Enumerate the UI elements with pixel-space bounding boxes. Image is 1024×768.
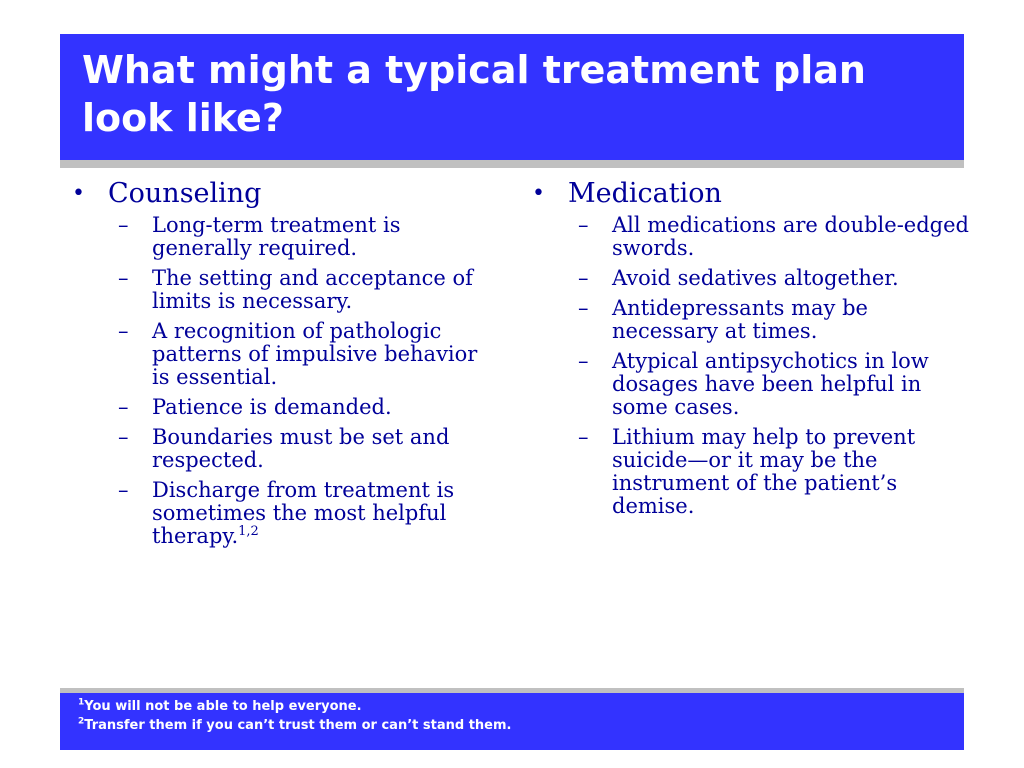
- dash-icon: –: [578, 213, 589, 237]
- bullet-icon: •: [532, 181, 545, 206]
- footnote-2: [78, 716, 946, 735]
- dash-icon: –: [118, 425, 129, 449]
- dash-icon: –: [578, 266, 589, 290]
- counseling-heading: [72, 178, 492, 210]
- dash-icon: –: [118, 478, 129, 502]
- dash-icon: –: [578, 425, 589, 449]
- footnote-text: You will not be able to help everyone.: [84, 699, 362, 714]
- citation-superscript: 1,2: [238, 524, 259, 539]
- list-item: [578, 267, 972, 290]
- dash-icon: –: [118, 319, 129, 343]
- list-item-text: All medications are double-edged swords.: [612, 213, 969, 260]
- bullet-icon: •: [72, 181, 85, 206]
- heading-text: Medication: [568, 178, 722, 209]
- list-item: [578, 214, 972, 260]
- medication-column: [532, 178, 972, 525]
- slide-title: What might a typical treatment plan look like?: [82, 48, 866, 140]
- dash-icon: –: [578, 349, 589, 373]
- list-item-text: Boundaries must be set and respected.: [152, 425, 450, 472]
- medication-list: [532, 214, 972, 518]
- counseling-column: [72, 178, 492, 555]
- list-item-text: Long-term treatment is generally required.: [152, 213, 401, 260]
- footnote-1: [78, 697, 946, 716]
- title-bar: [60, 34, 964, 160]
- footnote-marker: 1: [78, 697, 85, 708]
- list-item: [118, 214, 492, 260]
- list-item-text: Atypical antipsychotics in low dosages have been helpful in some cases.: [612, 349, 929, 419]
- dash-icon: –: [578, 296, 589, 320]
- dash-icon: –: [118, 266, 129, 290]
- footnote-marker: 2: [78, 716, 85, 727]
- list-item: [578, 426, 972, 518]
- list-item-text: Patience is demanded.: [152, 395, 392, 419]
- list-item-text: Antidepressants may be necessary at times.: [612, 296, 868, 343]
- list-item: [578, 297, 972, 343]
- list-item: [118, 396, 492, 419]
- list-item-text: The setting and acceptance of limits is necessary.: [152, 266, 473, 313]
- heading-text: Counseling: [108, 178, 262, 209]
- list-item: [118, 320, 492, 389]
- dash-icon: –: [118, 213, 129, 237]
- list-item-text: Lithium may help to prevent suicide—or it may be the instrument of the patient’s demise.: [612, 425, 916, 518]
- dash-icon: –: [118, 395, 129, 419]
- list-item-text: Avoid sedatives altogether.: [612, 266, 899, 290]
- list-item-text-with-citation: [152, 479, 492, 548]
- list-item: [118, 426, 492, 472]
- list-item: [118, 267, 492, 313]
- footnote-text: Transfer them if you can’t trust them or can’t stand them.: [84, 718, 512, 733]
- medication-heading: [532, 178, 972, 210]
- counseling-list: [72, 214, 492, 548]
- footnote-bar: [60, 693, 964, 750]
- title-divider: [60, 160, 964, 168]
- list-item: [118, 479, 492, 548]
- list-item: [578, 350, 972, 419]
- list-item-text: Discharge from treatment is sometimes the most helpful therapy.: [152, 478, 455, 548]
- list-item-text: A recognition of pathologic patterns of impulsive behavior is essential.: [152, 319, 478, 389]
